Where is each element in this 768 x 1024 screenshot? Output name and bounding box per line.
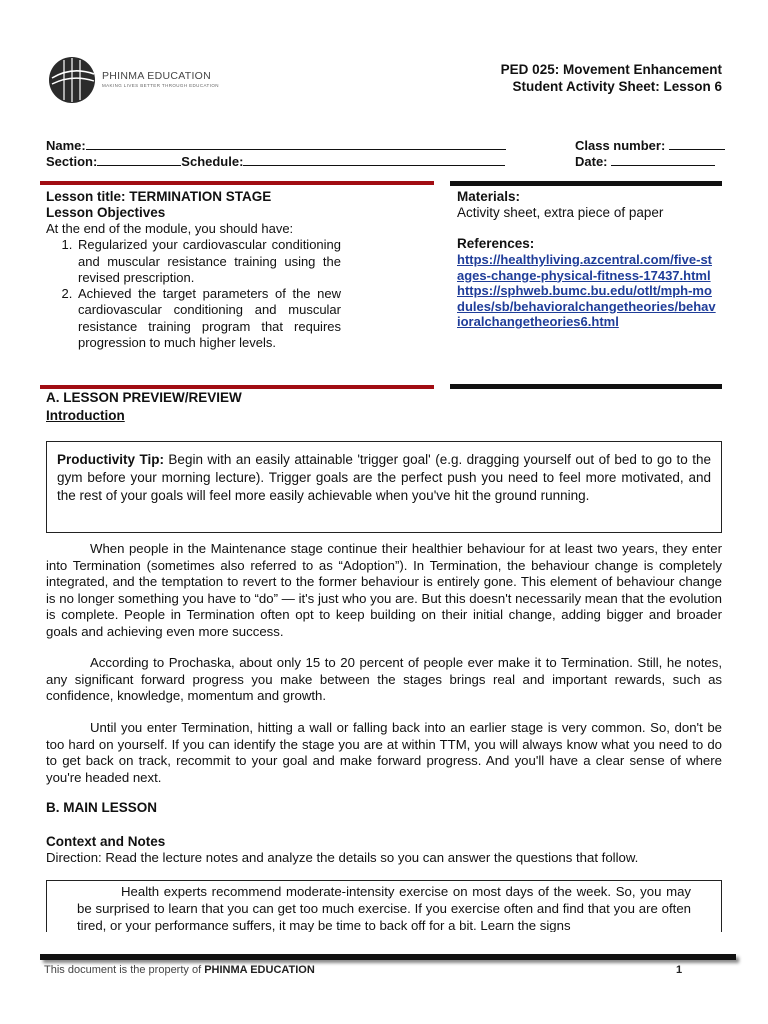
page-number: 1 (676, 964, 683, 976)
phinma-logo-icon (44, 54, 100, 106)
section-a-heading: A. LESSON PREVIEW/REVIEW (46, 390, 242, 405)
date-line[interactable] (611, 154, 715, 166)
objectives-list (76, 237, 341, 351)
divider-black-mid (450, 384, 722, 389)
paragraph-text: When people in the Maintenance stage continue their healthier behaviour for at least two years, they enter into Termination (sometimes also referred to as “Adoption”). In Termination, the behaviour change is completely integrated, and the temptation to revert to the former behaviour is entirely gone. This element of behaviour change is no longer something you have to “do” — it's just who you are. But this doesn't necessarily mean that the evolution is complete. People in Termination often opt to keep building on their initial change, adding bigger and broader goals and achieving even more success. (46, 541, 722, 639)
schedule-label: Schedule: (181, 154, 244, 169)
productivity-tip-box (46, 441, 722, 533)
divider-red-top (40, 181, 434, 185)
logo-tagline: MAKING LIVES BETTER THROUGH EDUCATION (102, 83, 219, 88)
introduction-heading: Introduction (46, 408, 125, 423)
objective-item: 1. Regularized your cardiovascular conditioning and muscular resistance training using the revised prescription. (76, 237, 341, 286)
references-list (457, 252, 719, 330)
section-b-heading: B. MAIN LESSON (46, 800, 158, 815)
date-field[interactable] (575, 154, 715, 169)
materials-text: Activity sheet, extra piece of paper (457, 205, 664, 220)
note-text: Health experts recommend moderate-intensity exercise on most days of the week. So, you may be surprised to learn that you can get too much exercise. If you exercise often and find that you are often tired, or your performance suffers, it may be time to back off for a bit. Learn the signs (77, 884, 691, 932)
class-number-field[interactable] (575, 138, 725, 153)
class-number-label: Class number: (575, 138, 666, 153)
paragraph (46, 655, 722, 705)
reference-link[interactable]: https://sphweb.bumc.bu.edu/otlt/mph-modules/sb/behavioralchangetheories/behavioralchangetheories6.html (457, 283, 716, 329)
footer-text (44, 964, 315, 976)
footer-bar (40, 954, 736, 960)
references-heading: References: (457, 236, 535, 251)
paragraph (46, 541, 722, 641)
paragraph (46, 720, 722, 786)
lecture-note-box (46, 880, 722, 932)
reference-link[interactable]: https://healthyliving.azcentral.com/five-stages-change-physical-fitness-17437.html (457, 252, 712, 283)
tip-text: Begin with an easily attainable 'trigger goal' (e.g. dragging yourself out of bed to go to the gym before your morning lecture). Trigger goals are the perfect push you need to feel more motivated, and the rest of your goals will feel more easily achievable when you've hit the ground running. (57, 452, 711, 503)
name-line[interactable] (86, 138, 506, 150)
sheet-title: Student Activity Sheet: Lesson 6 (512, 79, 722, 94)
materials-heading: Materials: (457, 189, 521, 204)
paragraph-text: According to Prochaska, about only 15 to 20 percent of people ever make it to Termination. Still, he notes, any significant forward progress you make between the stages brings real and important rewards, such as confidence, knowledge, momentum and growth. (46, 655, 722, 704)
footer-prefix: This document is the property of (44, 964, 205, 976)
divider-black-top (450, 181, 722, 186)
divider-red-mid (40, 385, 434, 389)
objectives-block (46, 221, 341, 351)
tip-label: Productivity Tip: (57, 452, 164, 467)
paragraph-text: Until you enter Termination, hitting a wall or falling back into an earlier stage is very common. So, don't be too hard on yourself. If you can identify the stage you are at within TTM, you will always know what you need to do to get back on track, recommit to your goal and make forward progress. And you'll have a clear sense of where you're headed next. (46, 720, 722, 785)
footer-org: PHINMA EDUCATION (204, 964, 315, 976)
course-title: PED 025: Movement Enhancement (500, 62, 722, 77)
context-heading: Context and Notes (46, 834, 166, 849)
section-line[interactable] (97, 154, 181, 166)
logo-name: PHINMA EDUCATION (102, 70, 212, 82)
direction-text: Direction: Read the lecture notes and analyze the details so you can answer the questions that follow. (46, 850, 639, 865)
objective-item: 2. Achieved the target parameters of the new cardiovascular conditioning and muscular resistance training program that requires progression to much higher levels. (76, 286, 341, 351)
name-label: Name: (46, 138, 86, 153)
name-field[interactable] (46, 138, 506, 153)
lesson-title: Lesson title: TERMINATION STAGE (46, 189, 272, 204)
section-field[interactable] (46, 154, 505, 169)
class-number-line[interactable] (669, 138, 725, 150)
date-label: Date: (575, 154, 608, 169)
objectives-heading: Lesson Objectives (46, 205, 166, 220)
objectives-intro: At the end of the module, you should have: (46, 221, 294, 236)
schedule-line[interactable] (243, 154, 505, 166)
section-label: Section: (46, 154, 98, 169)
